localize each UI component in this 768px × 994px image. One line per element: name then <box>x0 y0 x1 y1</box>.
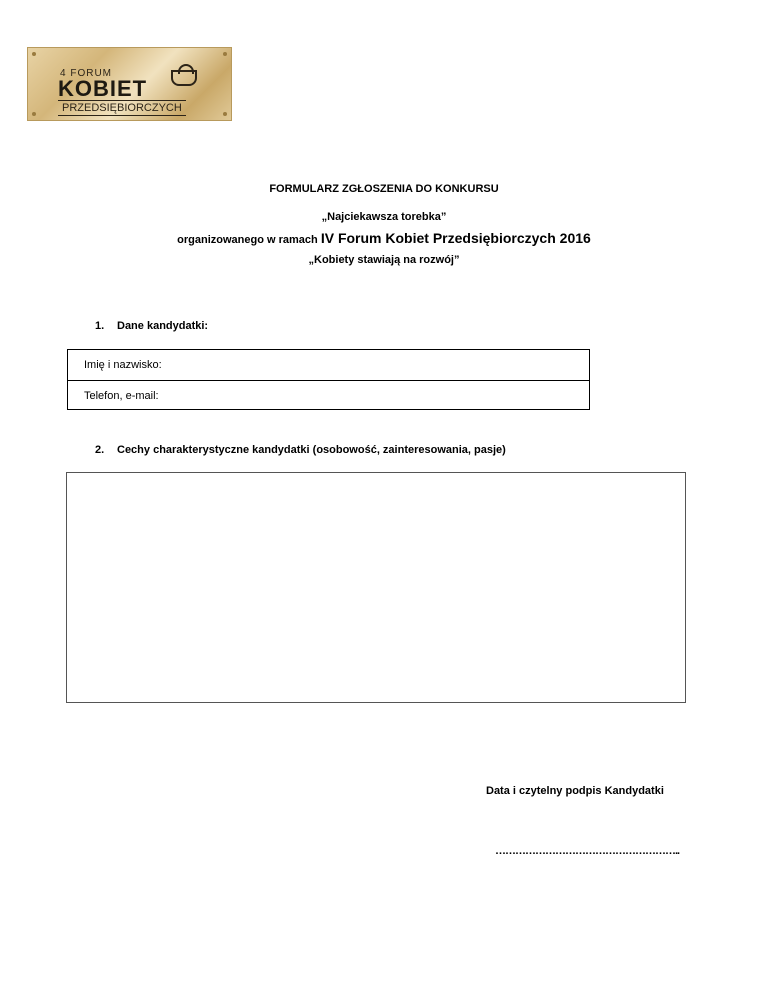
contact-label: Telefon, e-mail: <box>84 390 159 402</box>
forum-logo <box>27 47 232 121</box>
section-1-heading <box>95 320 208 332</box>
signature-line[interactable]: ……………………………………………….. <box>495 845 680 857</box>
section-2-heading <box>95 444 506 456</box>
contest-name: „Najciekawsza torebka” <box>321 211 447 223</box>
contact-field[interactable] <box>68 380 589 410</box>
name-field[interactable] <box>68 350 589 380</box>
handbag-icon <box>171 70 197 86</box>
section-number: 2. <box>95 444 105 456</box>
form-title: FORMULARZ ZGŁOSZENIA DO KONKURSU <box>269 183 499 195</box>
candidate-data-table <box>67 349 590 410</box>
section-title: Dane kandydatki: <box>117 320 209 332</box>
organized-line <box>0 230 768 246</box>
logo-rivet <box>32 112 36 116</box>
section-number: 1. <box>95 320 105 332</box>
section-title: Cechy charakterystyczne kandydatki (osobowość, zainteresowania, pasje) <box>117 444 506 456</box>
logo-line2: KOBIET <box>58 76 148 101</box>
slogan: „Kobiety stawiają na rozwój” <box>308 254 460 266</box>
signature-label: Data i czytelny podpis Kandydatki <box>486 785 664 797</box>
logo-line1: 4 FORUM <box>60 68 112 79</box>
event-name: IV Forum Kobiet Przedsiębiorczych 2016 <box>320 230 591 246</box>
logo-rivet <box>223 52 227 56</box>
name-label: Imię i nazwisko: <box>84 359 162 371</box>
logo-rivet <box>223 112 227 116</box>
characteristics-textbox[interactable] <box>66 472 686 703</box>
logo-line3: PRZEDSIĘBIORCZYCH <box>58 100 186 116</box>
logo-rivet <box>32 52 36 56</box>
organized-prefix: organizowanego w ramach <box>177 234 318 246</box>
